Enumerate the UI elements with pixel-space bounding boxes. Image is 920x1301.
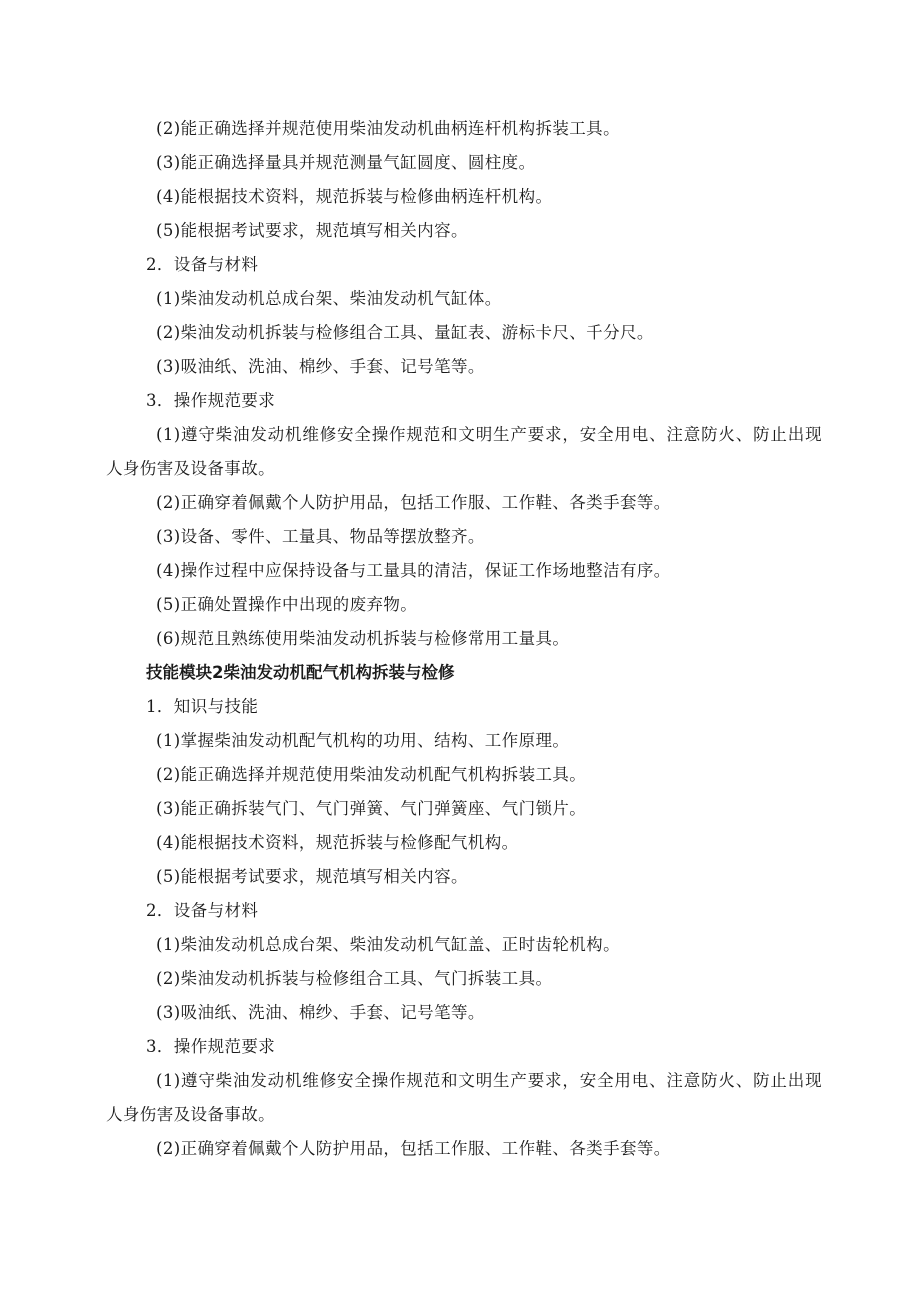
list-item: (2)柴油发动机拆装与检修组合工具、量缸表、游标卡尺、千分尺。	[156, 323, 654, 342]
list-item: (5)能根据考试要求，规范填写相关内容。	[156, 867, 468, 886]
list-item: (2)正确穿着佩戴个人防护用品，包括工作服、工作鞋、各类手套等。	[156, 493, 671, 512]
list-item: (3)吸油纸、洗油、棉纱、手套、记号笔等。	[156, 1003, 485, 1022]
list-item: (3)能正确选择量具并规范测量气缸圆度、圆柱度。	[156, 153, 536, 172]
subsection-heading: 3．操作规范要求	[146, 1037, 276, 1056]
list-item: (2)正确穿着佩戴个人防护用品，包括工作服、工作鞋、各类手套等。	[156, 1139, 671, 1158]
list-item: (3)设备、零件、工量具、物品等摆放整齐。	[156, 527, 485, 546]
module-title: 技能模块2柴油发动机配气机构拆装与检修	[146, 663, 455, 682]
list-item: (6)规范且熟练使用柴油发动机拆装与检修常用工量具。	[156, 629, 570, 648]
list-item: (2)能正确选择并规范使用柴油发动机曲柄连杆机构拆装工具。	[156, 119, 620, 138]
list-item: (1)遵守柴油发动机维修安全操作规范和文明生产要求，安全用电、注意防火、防止出现人身伤害及设备事故。	[106, 1071, 822, 1124]
list-item: (1)遵守柴油发动机维修安全操作规范和文明生产要求，安全用电、注意防火、防止出现人身伤害及设备事故。	[106, 425, 822, 478]
list-item: (2)能正确选择并规范使用柴油发动机配气机构拆装工具。	[156, 765, 587, 784]
list-item: (3)能正确拆装气门、气门弹簧、气门弹簧座、气门锁片。	[156, 799, 587, 818]
list-item: (5)能根据考试要求，规范填写相关内容。	[156, 221, 468, 240]
subsection-heading: 3．操作规范要求	[146, 391, 276, 410]
document-body	[106, 112, 822, 1166]
list-item: (2)柴油发动机拆装与检修组合工具、气门拆装工具。	[156, 969, 553, 988]
list-item: (4)能根据技术资料，规范拆装与检修曲柄连杆机构。	[156, 187, 553, 206]
subsection-heading: 2．设备与材料	[146, 901, 259, 920]
list-item: (1)柴油发动机总成台架、柴油发动机气缸盖、正时齿轮机构。	[156, 935, 620, 954]
list-item: (1)掌握柴油发动机配气机构的功用、结构、工作原理。	[156, 731, 570, 750]
list-item: (4)能根据技术资料，规范拆装与检修配气机构。	[156, 833, 519, 852]
list-item: (5)正确处置操作中出现的废弃物。	[156, 595, 418, 614]
list-item: (3)吸油纸、洗油、棉纱、手套、记号笔等。	[156, 357, 485, 376]
list-item: (4)操作过程中应保持设备与工量具的清洁，保证工作场地整洁有序。	[156, 561, 671, 580]
subsection-heading: 1．知识与技能	[146, 697, 259, 716]
list-item: (1)柴油发动机总成台架、柴油发动机气缸体。	[156, 289, 502, 308]
subsection-heading: 2．设备与材料	[146, 255, 259, 274]
